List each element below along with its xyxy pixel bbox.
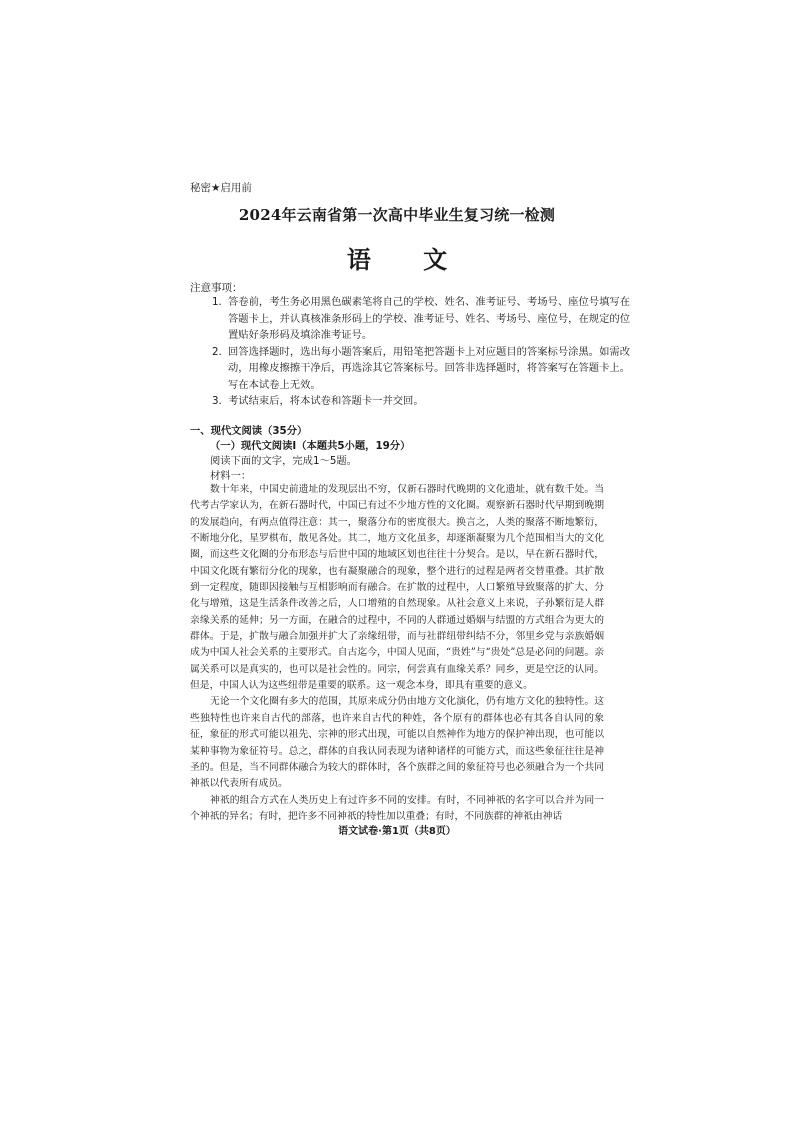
- notice-item: [212, 294, 630, 344]
- notice-item: [212, 393, 630, 410]
- notice-heading: 注意事项：: [190, 282, 243, 294]
- notice-item-number: 2.: [212, 345, 222, 358]
- reading-instruction: 阅读下面的文字，完成1～5题。: [210, 455, 357, 467]
- notice-item-number: 3.: [212, 395, 222, 407]
- passage-paragraph: 无论一个文化圈有多大的范围，其原来成分仍由地方文化演化，仍有地方文化的独特性。这些独特性也许来自古代的部落，也许来自古代的种姓，各个原有的群体也必有其各自认同的象征，象征的形式可能以祖先、宗神的形式出现，可能以自然神作为地方的保护神出现，也可能以某种事物为象征符号。总之，群体的自我认同表现为诸种诸样的可能方式，而这些象征往往是神圣的。但是，当不同群体融合为较大的群体时，各个族群之间的象征符号也必须融合为一个共同神祇以代表所有成员。: [190, 696, 604, 790]
- secret-label: 秘密★启用前: [190, 182, 252, 194]
- subject-title: 语 文: [346, 245, 470, 274]
- section-heading: 一、现代文阅读（35分）: [190, 425, 308, 437]
- material-label: 材料一：: [210, 470, 252, 482]
- notice-item-text: 答卷前，考生务必用黑色碳素笔将自己的学校、姓名、准考证号、考场号、座位号填写在答题卡上，并认真核准条形码上的学校、准考证号、姓名、考场号、座位号，在规定的位置贴好条形码及填涂准考证号。: [228, 296, 630, 341]
- notice-item-text: 回答选择题时，选出每小题答案后，用铅笔把答题卡上对应题目的答案标号涂黑。如需改动，用橡皮擦擦干净后，再选涂其它答案标号。回答非选择题时，将答案写在答题卡上。写在本试卷上无效。: [228, 345, 630, 391]
- notice-item-text: 考试结束后，将本试卷和答题卡一并交回。: [228, 395, 424, 407]
- passage-paragraph: 数十年来，中国史前遗址的发现层出不穷，仅新石器时代晚期的文化遗址，就有数千处。当代考古学家认为，在新石器时代，中国已有过不少地方性的文化圈。观察新石器时代早期到晚期的发展趋向，有两点值得注意：其一，聚落分布的密度很大。换言之，人类的聚落不断地繁衍，不断地分化，星罗棋布，散见各处。其二，地方文化虽多，却逐渐凝聚为几个范围相当大的文化圈，而这些文化圈的分布形态与后世中国的地域区划也往往十分契合。是以，早在新石器时代，中国文化既有繁衍分化的现象，也有凝聚融合的现象，整个进行的过程是两者交替重叠。其扩散到一定程度，随即因接触与互相影响而有融合。在扩散的过程中，人口繁殖导致聚落的扩大、分化与增殖，这是生活条件改善之后，人口增殖的自然现象。从社会意义上来说，子孙繁衍是人群亲缘关系的延伸；另一方面，在融合的过程中，不同的人群通过婚姻与结盟的方式组合为更大的群体。于是，扩散与融合加强并扩大了亲缘纽带，而与社群纽带纠结不分，邻里乡党与亲族婚姻成为中国人社会关系的主要形式。自古迄今，中国人见面，“贵姓”与“贵处”总是必问的问题。亲属关系可以是真实的，也可以是社会性的。同宗，何尝真有血缘关系？同乡，更是空泛的认同。但是，中国人认为这些纽带是重要的联系。这一观念本身，即具有重要的意义。: [190, 484, 604, 692]
- exam-title: 2024年云南省第一次高中毕业生复习统一检测: [238, 206, 556, 224]
- subsection-heading: （一）现代文阅读Ⅰ（本题共5小题，19分）: [210, 440, 411, 452]
- notice-item-number: 1.: [212, 296, 222, 308]
- passage-paragraph: 神祇的组合方式在人类历史上有过许多不同的安排。有时，不同神祇的名字可以合并为同一个神祇的异名；有时，把许多不同神祇的特性加以重叠；有时，不同族群的神祇由神话: [190, 794, 604, 822]
- notice-list: [212, 294, 630, 410]
- page-footer: 语文试卷·第1页（共8页）: [338, 826, 456, 837]
- notice-item: [212, 344, 630, 394]
- reading-passage: [190, 482, 604, 825]
